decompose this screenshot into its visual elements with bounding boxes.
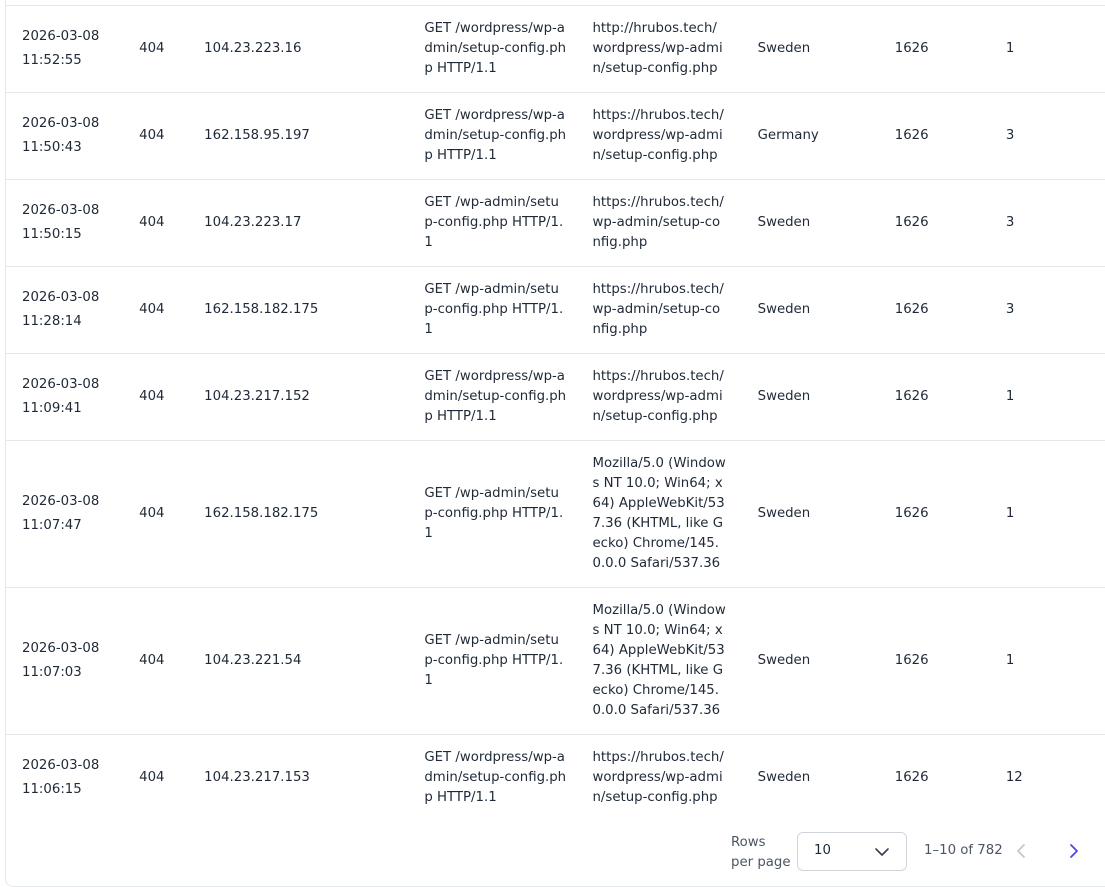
cell-count-text: 3	[1005, 302, 1015, 317]
cell-country	[758, 588, 895, 735]
cell-ip	[204, 180, 424, 267]
cell-request	[424, 354, 592, 441]
cell-count	[1006, 93, 1105, 180]
cell-time	[6, 354, 139, 441]
cell-country	[758, 354, 895, 441]
table-row	[6, 588, 1105, 735]
cell-referer-text: http://hrubos.tech/wordpress/wp-admin/setup-config.php	[592, 21, 723, 76]
cell-size-text: 1626	[894, 770, 929, 786]
cell-referer	[592, 93, 757, 180]
cell-size-text: 1626	[894, 215, 929, 230]
cell-ip-text: 162.158.95.197	[204, 128, 310, 143]
cell-time	[6, 735, 139, 822]
time-date: 2026-03-08	[22, 116, 100, 131]
table-row	[6, 180, 1105, 267]
cell-count	[1006, 6, 1105, 93]
chevron-right-icon[interactable]	[1062, 839, 1086, 863]
cell-status-text: 404	[139, 389, 165, 404]
cell-count-text: 1	[1005, 41, 1015, 56]
table-row	[6, 354, 1105, 441]
cell-time	[6, 93, 139, 180]
time-clock: 11:50:43	[22, 140, 82, 155]
cell-ip-text: 104.23.223.16	[204, 41, 302, 56]
cell-request-text: GET /wordpress/wp-admin/setup-config.php HTTP/1.1	[424, 369, 567, 424]
cell-size	[895, 441, 1006, 588]
cell-country	[758, 93, 895, 180]
cell-country	[758, 267, 895, 354]
cell-time	[6, 588, 139, 735]
cell-status	[139, 180, 204, 267]
cell-request	[424, 180, 592, 267]
cell-request	[424, 441, 592, 588]
cell-referer-text: https://hrubos.tech/wp-admin/setup-config.php	[592, 282, 724, 337]
time-clock: 11:07:03	[22, 665, 82, 680]
cell-count	[1006, 354, 1105, 441]
cell-request-text: GET /wordpress/wp-admin/setup-config.php HTTP/1.1	[424, 750, 567, 806]
cell-ip	[204, 6, 424, 93]
pagination-bar	[0, 828, 1105, 878]
cell-referer-text: https://hrubos.tech/wordpress/wp-admin/setup-config.php	[592, 108, 724, 163]
cell-size-text: 1626	[894, 389, 929, 404]
cell-count-text: 1	[1005, 389, 1015, 404]
cell-ip	[204, 93, 424, 180]
cell-referer-text: https://hrubos.tech/wordpress/wp-admin/setup-config.php	[592, 369, 724, 424]
cell-count-text: 1	[1005, 653, 1015, 668]
cell-count	[1006, 180, 1105, 267]
cell-time	[6, 180, 139, 267]
table-body	[6, 6, 1105, 822]
cell-status	[139, 267, 204, 354]
cell-time	[6, 6, 139, 93]
cell-request-text: GET /wordpress/wp-admin/setup-config.php HTTP/1.1	[424, 21, 567, 76]
cell-request	[424, 267, 592, 354]
cell-ip-text: 162.158.182.175	[204, 506, 319, 521]
cell-status	[139, 6, 204, 93]
cell-status-text: 404	[139, 506, 165, 521]
cell-country	[758, 441, 895, 588]
cell-status	[139, 441, 204, 588]
cell-ip-text: 104.23.217.153	[204, 770, 310, 786]
cell-country-text: Germany	[757, 128, 819, 143]
cell-count	[1006, 588, 1105, 735]
cell-size-text: 1626	[894, 653, 929, 668]
cell-ip-text: 162.158.182.175	[204, 302, 319, 317]
cell-country	[758, 735, 895, 822]
cell-referer-text: Mozilla/5.0 (Windows NT 10.0; Win64; x64) AppleWebKit/537.36 (KHTML, like Gecko) Chrome/145.0.0.0 Safari/537.36	[592, 456, 726, 571]
cell-status	[139, 735, 204, 822]
cell-status-text: 404	[139, 770, 165, 786]
cell-referer-text: https://hrubos.tech/wordpress/wp-admin/setup-config.php	[592, 750, 724, 806]
rows-per-page-select[interactable]	[797, 832, 907, 871]
access-log-table	[6, 5, 1105, 822]
cell-country	[758, 6, 895, 93]
time-clock: 11:06:15	[22, 782, 82, 798]
cell-request-text: GET /wp-admin/setup-config.php HTTP/1.1	[424, 633, 564, 688]
table-row	[6, 267, 1105, 354]
cell-count-text: 3	[1005, 128, 1015, 143]
cell-referer	[592, 588, 757, 735]
cell-status	[139, 93, 204, 180]
table-row	[6, 441, 1105, 588]
cell-count-text: 1	[1005, 506, 1015, 521]
table-row	[6, 93, 1105, 180]
time-date: 2026-03-08	[22, 641, 100, 656]
time-date: 2026-03-08	[22, 377, 100, 392]
cell-request	[424, 735, 592, 822]
time-date: 2026-03-08	[22, 29, 100, 44]
time-clock: 11:28:14	[22, 314, 82, 329]
time-clock: 11:52:55	[22, 53, 82, 68]
cell-ip-text: 104.23.223.17	[204, 215, 302, 230]
cell-request-text: GET /wordpress/wp-admin/setup-config.php HTTP/1.1	[424, 108, 567, 163]
cell-count-text: 12	[1005, 770, 1023, 786]
table-row	[6, 6, 1105, 93]
cell-size-text: 1626	[894, 41, 929, 56]
cell-status-text: 404	[139, 215, 165, 230]
cell-status-text: 404	[139, 128, 165, 143]
rows-per-page-label: Rows per page	[731, 835, 791, 870]
cell-country-text: Sweden	[757, 389, 811, 404]
cell-referer-text: https://hrubos.tech/wp-admin/setup-config.php	[592, 195, 724, 250]
cell-referer	[592, 354, 757, 441]
rows-per-page-value: 10	[814, 843, 831, 858]
cell-size-text: 1626	[894, 128, 929, 143]
cell-time	[6, 441, 139, 588]
cell-status	[139, 588, 204, 735]
cell-country-text: Sweden	[757, 506, 811, 521]
cell-status	[139, 354, 204, 441]
cell-country	[758, 180, 895, 267]
cell-country-text: Sweden	[757, 770, 811, 786]
time-date: 2026-03-08	[22, 290, 100, 305]
cell-count-text: 3	[1005, 215, 1015, 230]
cell-request	[424, 588, 592, 735]
cell-referer	[592, 6, 757, 93]
cell-ip-text: 104.23.221.54	[204, 653, 302, 668]
time-clock: 11:50:15	[22, 227, 82, 242]
table-row	[6, 735, 1105, 822]
time-date: 2026-03-08	[22, 758, 100, 774]
cell-size	[895, 588, 1006, 735]
cell-status-text: 404	[139, 302, 165, 317]
cell-request-text: GET /wp-admin/setup-config.php HTTP/1.1	[424, 486, 564, 541]
cell-referer	[592, 267, 757, 354]
cell-referer	[592, 735, 757, 822]
cell-time	[6, 267, 139, 354]
cell-size	[895, 735, 1006, 822]
cell-ip	[204, 735, 424, 822]
cell-size	[895, 267, 1006, 354]
cell-request	[424, 93, 592, 180]
cell-size	[895, 180, 1006, 267]
cell-request-text: GET /wp-admin/setup-config.php HTTP/1.1	[424, 195, 564, 250]
cell-request-text: GET /wp-admin/setup-config.php HTTP/1.1	[424, 282, 564, 337]
chevron-left-icon[interactable]	[1009, 839, 1033, 863]
cell-country-text: Sweden	[757, 653, 811, 668]
time-date: 2026-03-08	[22, 494, 100, 509]
pagination-range: 1–10 of 782	[924, 843, 1003, 858]
cell-referer	[592, 441, 757, 588]
cell-count	[1006, 441, 1105, 588]
cell-country-text: Sweden	[757, 302, 811, 317]
cell-ip	[204, 588, 424, 735]
cell-country-text: Sweden	[757, 215, 811, 230]
cell-ip	[204, 267, 424, 354]
cell-size-text: 1626	[894, 302, 929, 317]
cell-request	[424, 6, 592, 93]
time-clock: 11:09:41	[22, 401, 82, 416]
cell-size-text: 1626	[894, 506, 929, 521]
chevron-down-icon	[874, 845, 890, 859]
cell-ip-text: 104.23.217.152	[204, 389, 310, 404]
time-clock: 11:07:47	[22, 518, 82, 533]
time-date: 2026-03-08	[22, 203, 100, 218]
cell-referer	[592, 180, 757, 267]
cell-ip	[204, 441, 424, 588]
cell-size	[895, 354, 1006, 441]
cell-referer-text: Mozilla/5.0 (Windows NT 10.0; Win64; x64) AppleWebKit/537.36 (KHTML, like Gecko) Chrome/145.0.0.0 Safari/537.36	[592, 603, 726, 718]
cell-count	[1006, 267, 1105, 354]
cell-country-text: Sweden	[757, 41, 811, 56]
cell-status-text: 404	[139, 41, 165, 56]
cell-size	[895, 6, 1006, 93]
cell-status-text: 404	[139, 653, 165, 668]
cell-size	[895, 93, 1006, 180]
cell-ip	[204, 354, 424, 441]
cell-count	[1006, 735, 1105, 822]
